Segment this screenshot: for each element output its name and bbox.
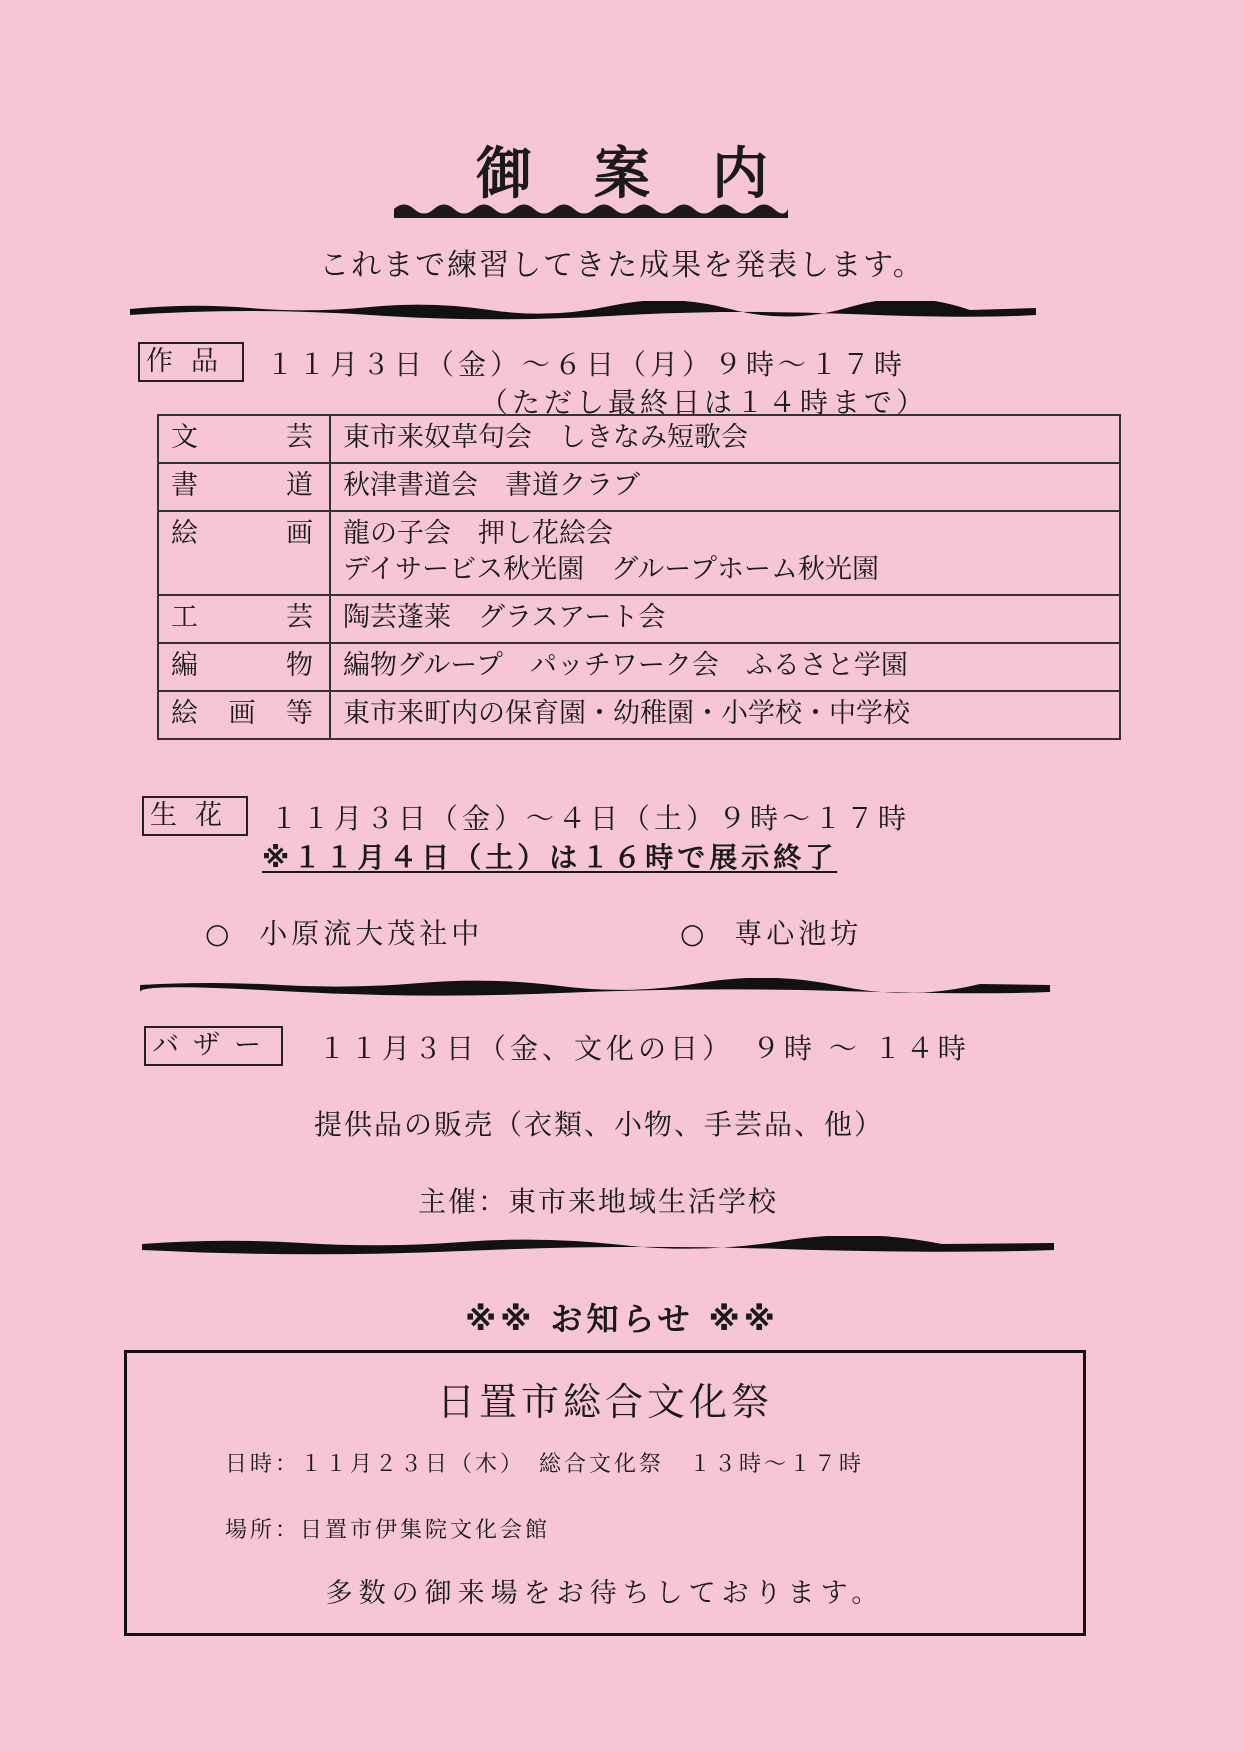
festival-datetime: 日時：１１月２３日（木） 総合文化祭 １３時～１７時 (225, 1452, 865, 1477)
ikebana-note: ※１１月４日（土）は１６時で展示終了 (262, 841, 838, 874)
bullet-icon: ○ (205, 917, 234, 950)
category-cell (158, 691, 330, 739)
closing-message: 多数の御来場をお待ちしております。 (325, 1578, 885, 1609)
category-char: 画 (286, 518, 313, 549)
bazaar-tag: バザー (144, 1026, 283, 1066)
category-cell (158, 415, 330, 463)
category-cell (158, 595, 330, 643)
festival-venue: 場所：日置市伊集院文化会館 (225, 1518, 551, 1543)
category-cell (158, 463, 330, 511)
school-item (680, 912, 862, 952)
notice-box (124, 1350, 1086, 1636)
group-line: 秋津書道会 書道クラブ (343, 470, 640, 501)
group-line: 陶芸蓬莱 グラスアート会 (343, 602, 666, 633)
bazaar-organizer: 主催：東市来地域生活学校 (418, 1185, 779, 1218)
category-char: 画 (228, 698, 256, 729)
category-char: 芸 (286, 602, 313, 633)
category-char: 編 (171, 650, 198, 681)
works-table (157, 414, 1121, 740)
ikebana-tag: 生花 (142, 796, 248, 836)
groups-cell (330, 511, 1120, 595)
school-name: 専心池坊 (734, 917, 863, 950)
table-row (158, 691, 1120, 739)
table-row (158, 463, 1120, 511)
group-line: 編物グループ パッチワーク会 ふるさと学園 (343, 650, 908, 681)
category-char: 文 (171, 422, 198, 453)
groups-cell (330, 643, 1120, 691)
school-item (205, 912, 483, 952)
table-row (158, 643, 1120, 691)
table-row (158, 511, 1120, 595)
bullet-icon: ○ (680, 917, 709, 950)
bazaar-schedule: １１月３日（金、文化の日） ９時 ～ １４時 (318, 1032, 970, 1065)
category-char: 物 (286, 650, 313, 681)
groups-cell (330, 595, 1120, 643)
page-title: 御案内 (476, 142, 830, 207)
groups-cell (330, 415, 1120, 463)
school-name: 小原流大茂社中 (259, 917, 484, 950)
category-cell (158, 511, 330, 595)
divider-rule (142, 1236, 1054, 1256)
category-char: 工 (171, 602, 198, 633)
category-char: 等 (286, 698, 313, 729)
group-line: 東市来奴草句会 しきなみ短歌会 (343, 422, 748, 453)
category-char: 道 (286, 470, 313, 501)
groups-cell (330, 691, 1120, 739)
category-cell (158, 643, 330, 691)
bazaar-description: 提供品の販売（衣類、小物、手芸品、他） (314, 1108, 885, 1141)
category-char: 絵 (171, 698, 198, 729)
title-ornament (394, 198, 788, 220)
divider-rule (130, 301, 1036, 321)
category-char: 芸 (286, 422, 313, 453)
category-char: 書 (171, 470, 198, 501)
works-tag: 作品 (138, 342, 244, 382)
ikebana-schedule: １１月３日（金）～４日（土）９時～１７時 (270, 802, 911, 835)
table-row (158, 595, 1120, 643)
table-row (158, 415, 1120, 463)
works-note: （ただし最終日は１４時まで） (480, 386, 929, 419)
group-line: デイサービス秋光園 グループホーム秋光園 (343, 554, 879, 585)
festival-title: 日置市総合文化祭 (436, 1380, 773, 1424)
page-subtitle: これまで練習してきた成果を発表します。 (319, 248, 925, 283)
notice-heading: ※※ お知らせ ※※ (465, 1300, 779, 1338)
category-char: 絵 (171, 518, 198, 549)
works-schedule: １１月３日（金）～６日（月）９時～１７時 (266, 348, 907, 381)
divider-rule (140, 978, 1050, 998)
group-line: 龍の子会 押し花絵会 (343, 518, 613, 549)
group-line: 東市来町内の保育園・幼稚園・小学校・中学校 (343, 698, 910, 729)
groups-cell (330, 463, 1120, 511)
